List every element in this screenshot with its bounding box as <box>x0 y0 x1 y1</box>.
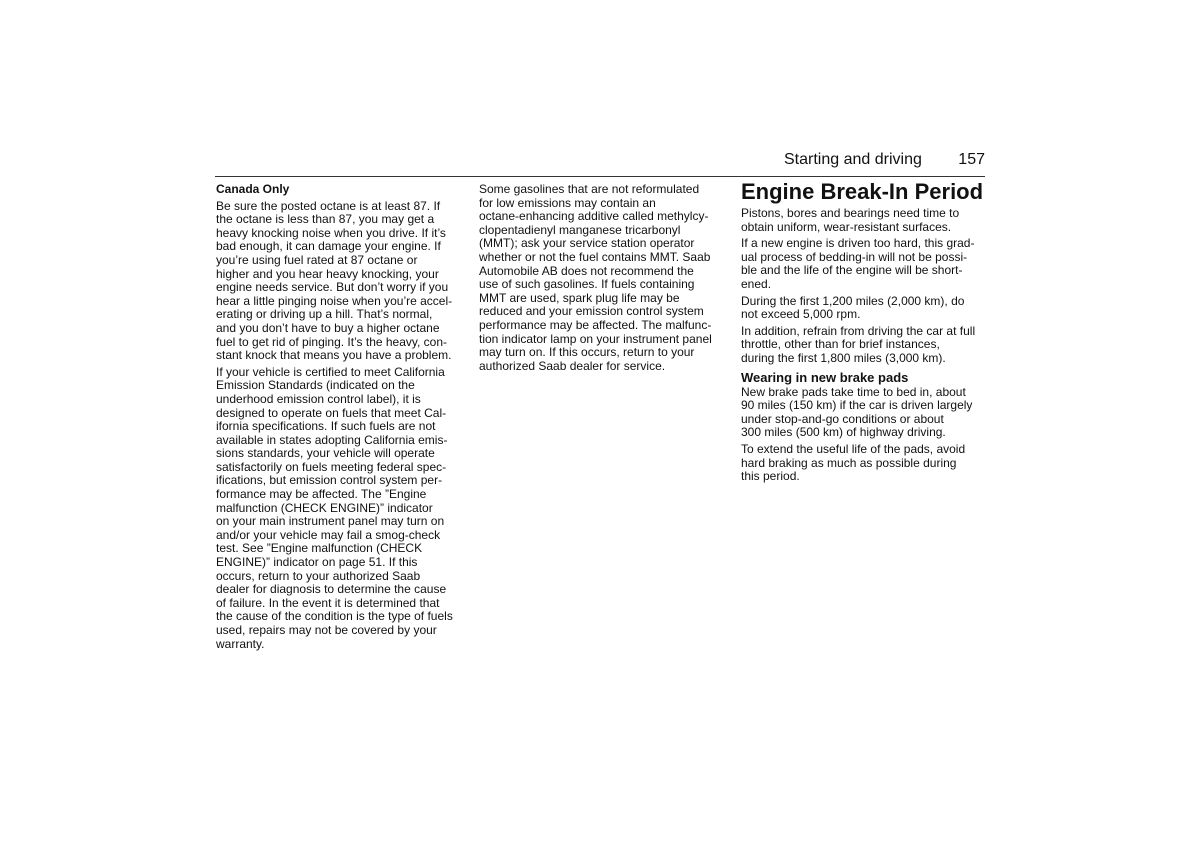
section-title: Starting and driving <box>784 151 922 168</box>
california-emissions-paragraph: If your vehicle is certified to meet California Emission Standards (indicated on the underhood emission control label), it is designed to operate on fuels that meet Cal- ifornia specifications. If such fuels are not available in states adopting California emis- sions standards, your vehicle will operate satisfactorily on fuels meeting federal spec- ifications, but emission control system per- formance may be affected. The ”Engine malfunction (CHECK ENGINE)” indicator on your main instrument panel may turn on and/or your vehicle may fail a smog-check test. See ”Engine malfunction (CHECK ENGINE)” indicator on page 51. If this occurs, return to your authorized Saab dealer for diagnosis to determine the cause of failure. In the event it is determined that the cause of the condition is the type of fuels used, repairs may not be covered by your warranty. <box>216 364 453 651</box>
break-in-paragraph-3: During the first 1,200 miles (2,000 km), do not exceed 5,000 rpm. <box>741 293 965 322</box>
break-in-paragraph-2: If a new engine is driven too hard, this grad- ual process of bedding-in will not be possi- ble and the life of the engine will be short- ened. <box>741 236 975 291</box>
break-in-paragraph-4: In addition, refrain from driving the car at full throttle, other than for brief instances, during the first 1,800 miles (3,000 km). <box>741 323 976 365</box>
brake-pads-paragraph-2: To extend the useful life of the pads, avoid hard braking as much as possible during this period. <box>741 441 966 484</box>
octane-paragraph: Be sure the posted octane is at least 87. If the octane is less than 87, you may get a heavy knocking noise when you drive. If it’s bad enough, it can damage your engine. If you’re using fuel rated at 87 octane or higher and you hear heavy knocking, your engine needs service. But don’t worry if you hear a little pinging noise when you’re accel- erating or driving up a hill. That’s normal, and you don’t have to buy a higher octane fuel to get rid of pinging. It’s the heavy, con- stant knock that means you have a problem. <box>216 198 453 363</box>
brake-pads-paragraph-1: New brake pads take time to bed in, about 90 miles (150 km) if the car is driven largely under stop-and-go conditions or about 300 miles (500 km) of highway driving. <box>741 384 973 440</box>
mmt-paragraph: Some gasolines that are not reformulated for low emissions may contain an octane-enhancing additive called methylcy- clopentadienyl manganese tricarbonyl (MMT); ask your service station operator whether or not the fuel contains MMT. Saab Automobile AB does not recommend the use of such gasolines. If fuels containing MMT are used, spark plug life may be reduced and your emission control system performance may be affected. The malfunc- tion indicator lamp on your instrument panel may turn on. If this occurs, return to your authorized Saab dealer for service. <box>479 182 712 373</box>
column-right <box>741 178 986 487</box>
canada-only-heading: Canada Only <box>216 182 290 196</box>
column-left <box>216 183 461 654</box>
page-number: 157 <box>958 151 985 168</box>
column-middle <box>479 183 724 376</box>
break-in-paragraph-1: Pistons, bores and bearings need time to obtain uniform, wear-resistant surfaces. <box>741 206 960 234</box>
break-in-title: Engine Break-In Period <box>741 179 984 204</box>
page-header <box>740 150 985 172</box>
brake-pads-heading: Wearing in new brake pads <box>741 369 909 385</box>
header-rule <box>215 176 985 177</box>
